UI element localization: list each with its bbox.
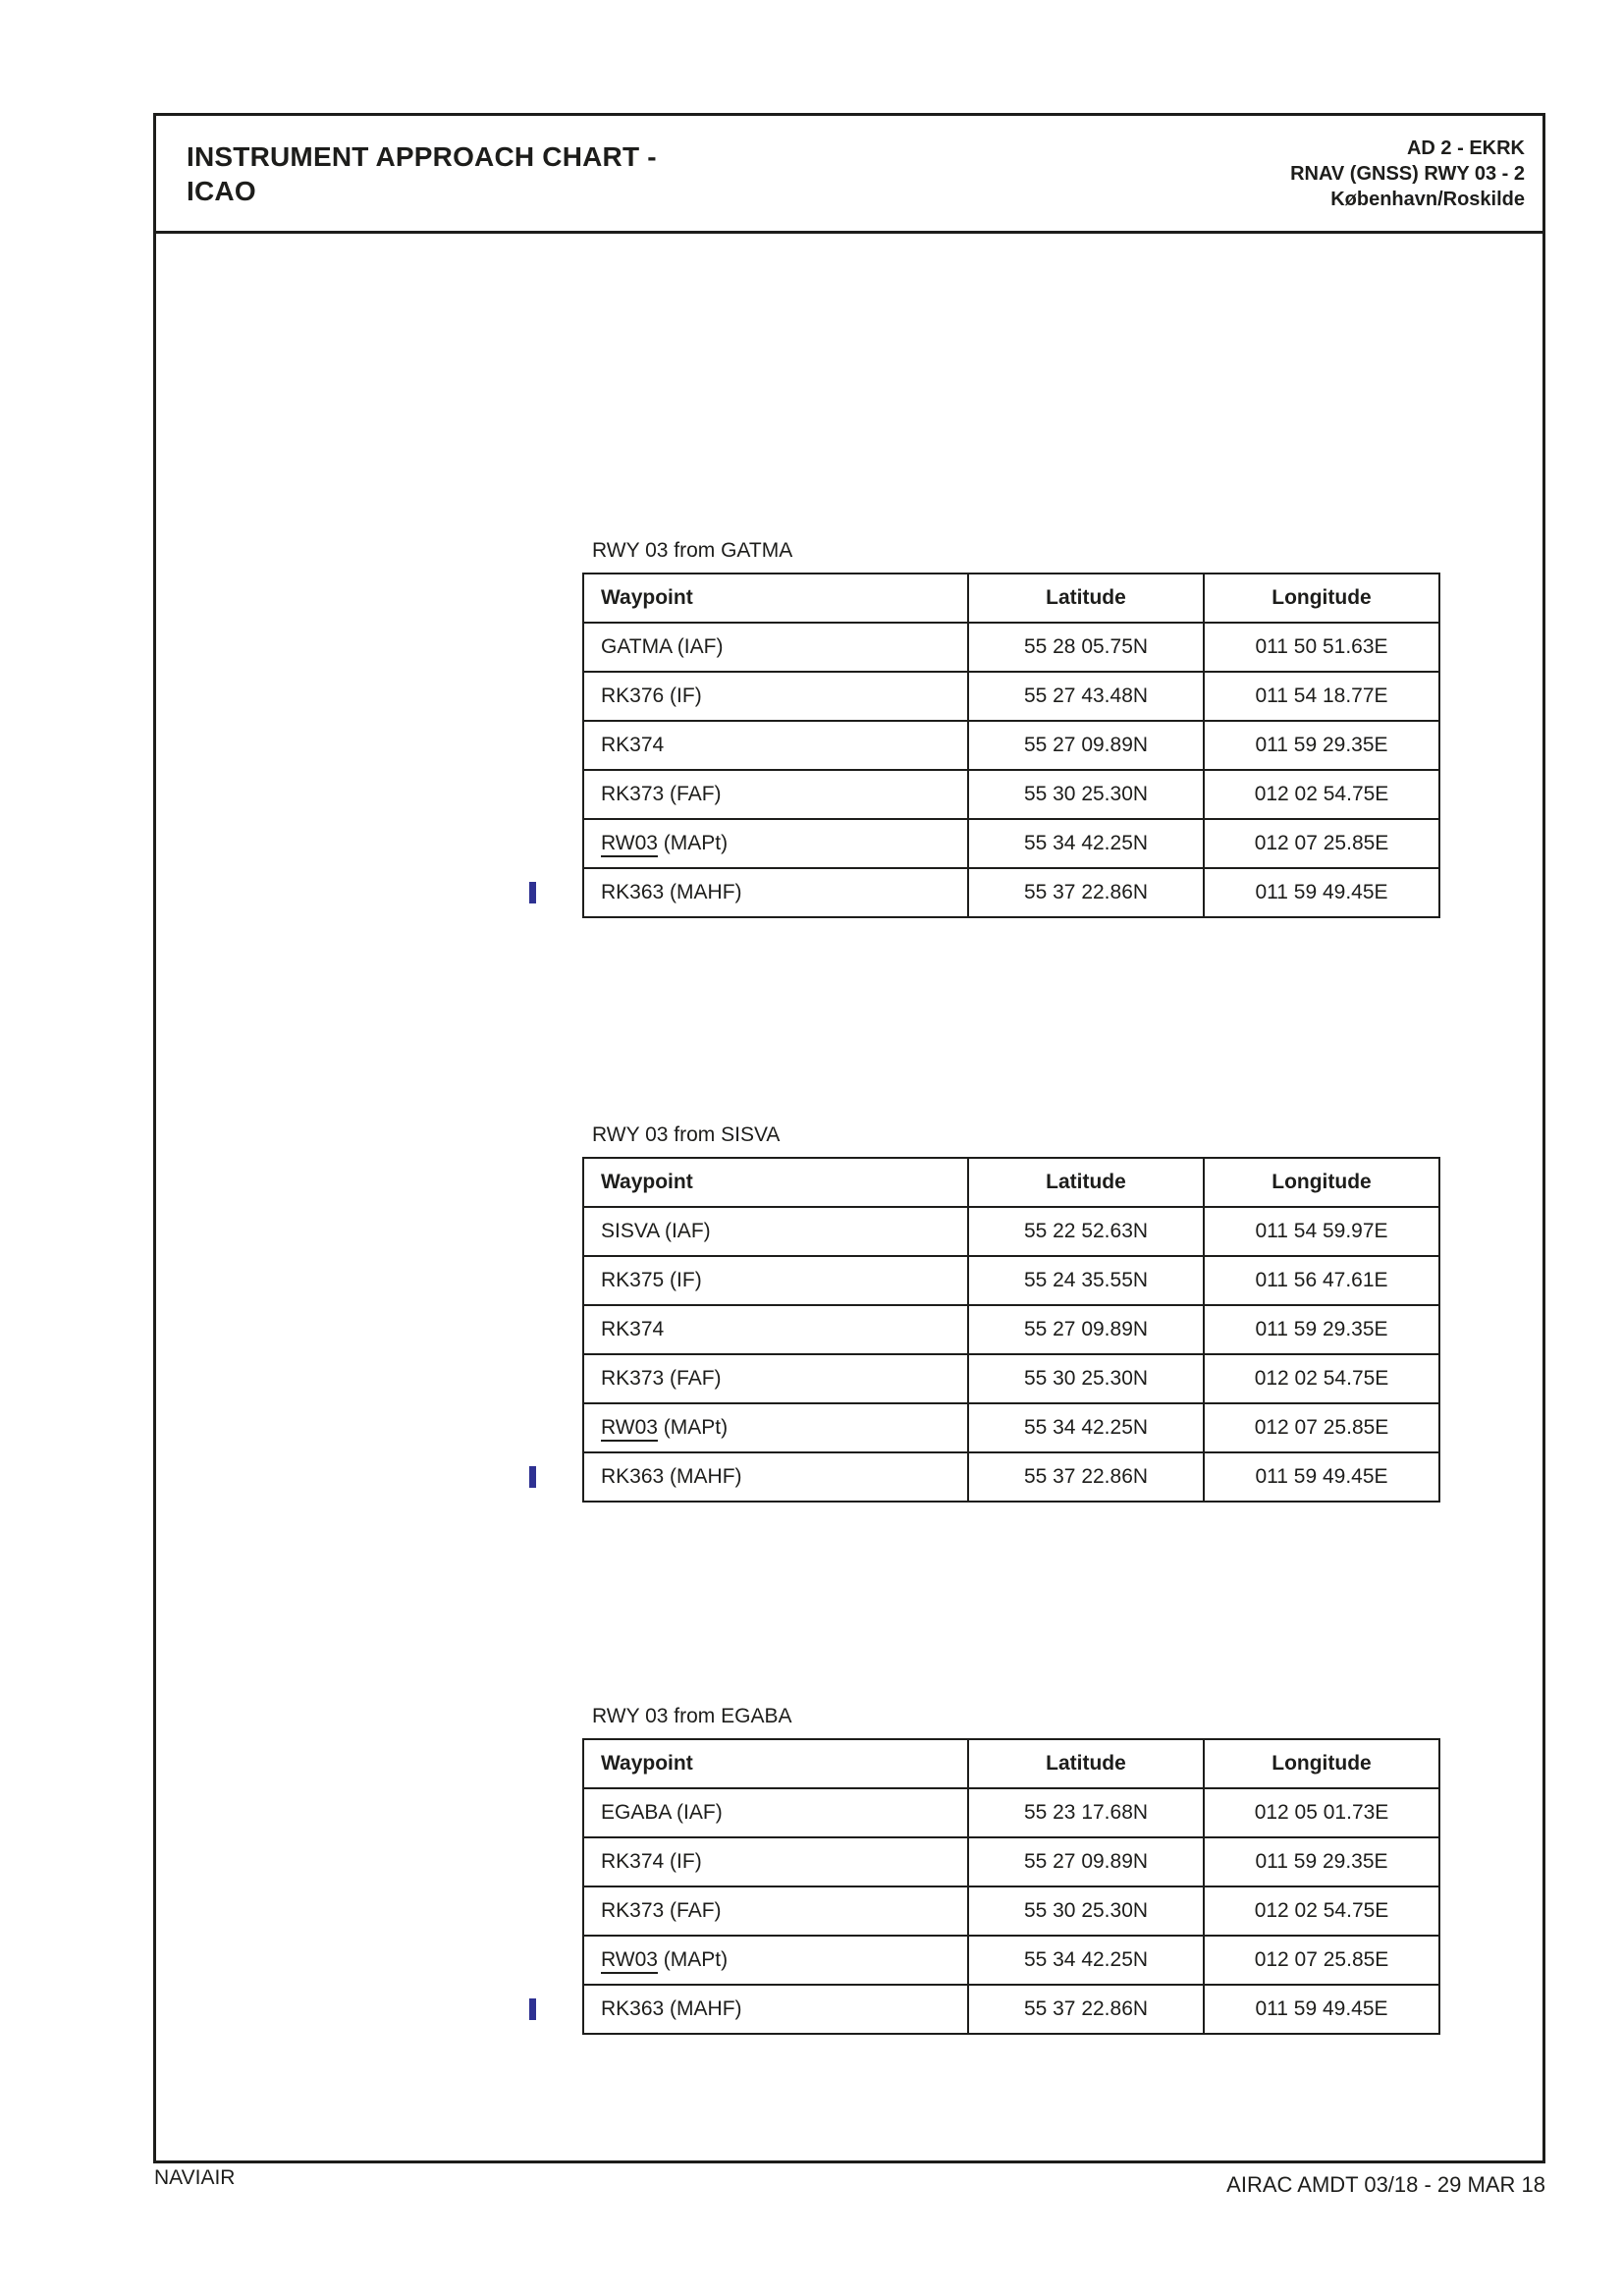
waypoint-table-section bbox=[582, 1704, 1438, 2035]
longitude-cell: 011 59 49.45E bbox=[1204, 868, 1439, 917]
aerodrome-name: København/Roskilde bbox=[1330, 188, 1525, 210]
longitude-cell: 012 02 54.75E bbox=[1204, 1886, 1439, 1936]
latitude-cell: 55 34 42.25N bbox=[968, 1403, 1204, 1452]
waypoint-cell: RK373 (FAF) bbox=[583, 770, 968, 819]
table-caption: RWY 03 from SISVA bbox=[592, 1123, 781, 1146]
waypoint-cell: RK363 (MAHF) bbox=[583, 1985, 968, 2034]
underlined-waypoint-id: RW03 bbox=[601, 832, 658, 854]
underlined-waypoint-id: RW03 bbox=[601, 1948, 658, 1971]
table-row bbox=[583, 1354, 1439, 1403]
latitude-cell: 55 37 22.86N bbox=[968, 1985, 1204, 2034]
table-row bbox=[583, 770, 1439, 819]
column-header-latitude: Latitude bbox=[968, 574, 1204, 623]
table-row bbox=[583, 623, 1439, 672]
waypoint-cell: RW03 (MAPt) bbox=[583, 819, 968, 868]
waypoint-cell: RK374 (IF) bbox=[583, 1837, 968, 1886]
change-bar bbox=[529, 1998, 536, 2020]
table-header-row bbox=[583, 1158, 1439, 1207]
table-row bbox=[583, 1403, 1439, 1452]
page-border-box bbox=[153, 113, 1545, 2163]
waypoint-cell: RK374 bbox=[583, 1305, 968, 1354]
waypoint-cell: GATMA (IAF) bbox=[583, 623, 968, 672]
latitude-cell: 55 27 09.89N bbox=[968, 1305, 1204, 1354]
longitude-cell: 011 54 59.97E bbox=[1204, 1207, 1439, 1256]
longitude-cell: 011 56 47.61E bbox=[1204, 1256, 1439, 1305]
waypoint-cell: SISVA (IAF) bbox=[583, 1207, 968, 1256]
underlined-waypoint-id: RW03 bbox=[601, 1416, 658, 1439]
column-header-longitude: Longitude bbox=[1204, 1739, 1439, 1788]
longitude-cell: 011 54 18.77E bbox=[1204, 672, 1439, 721]
table-row bbox=[583, 1452, 1439, 1502]
latitude-cell: 55 27 09.89N bbox=[968, 1837, 1204, 1886]
latitude-cell: 55 34 42.25N bbox=[968, 819, 1204, 868]
table-row bbox=[583, 1256, 1439, 1305]
table-header-row bbox=[583, 574, 1439, 623]
longitude-cell: 012 07 25.85E bbox=[1204, 819, 1439, 868]
column-header-waypoint: Waypoint bbox=[583, 574, 968, 623]
table-caption: RWY 03 from GATMA bbox=[592, 539, 793, 562]
table-row bbox=[583, 1985, 1439, 2034]
longitude-cell: 012 07 25.85E bbox=[1204, 1403, 1439, 1452]
latitude-cell: 55 37 22.86N bbox=[968, 868, 1204, 917]
table-row bbox=[583, 1788, 1439, 1837]
table-caption: RWY 03 from EGABA bbox=[592, 1705, 792, 1727]
chart-title-line2: ICAO bbox=[187, 175, 256, 206]
table-row bbox=[583, 1936, 1439, 1985]
column-header-longitude: Longitude bbox=[1204, 574, 1439, 623]
longitude-cell: 012 02 54.75E bbox=[1204, 770, 1439, 819]
longitude-cell: 011 59 49.45E bbox=[1204, 1452, 1439, 1502]
table-row bbox=[583, 1207, 1439, 1256]
waypoint-table-section bbox=[582, 538, 1438, 918]
latitude-cell: 55 37 22.86N bbox=[968, 1452, 1204, 1502]
longitude-cell: 012 02 54.75E bbox=[1204, 1354, 1439, 1403]
column-header-waypoint: Waypoint bbox=[583, 1739, 968, 1788]
table-row bbox=[583, 721, 1439, 770]
waypoint-cell: RW03 (MAPt) bbox=[583, 1403, 968, 1452]
table-row bbox=[583, 868, 1439, 917]
table-row bbox=[583, 1305, 1439, 1354]
chart-reference-block bbox=[1290, 136, 1542, 212]
waypoint-cell: RW03 (MAPt) bbox=[583, 1936, 968, 1985]
waypoint-cell: RK376 (IF) bbox=[583, 672, 968, 721]
column-header-waypoint: Waypoint bbox=[583, 1158, 968, 1207]
longitude-cell: 012 07 25.85E bbox=[1204, 1936, 1439, 1985]
change-bar bbox=[529, 882, 536, 903]
longitude-cell: 011 50 51.63E bbox=[1204, 623, 1439, 672]
chart-title bbox=[156, 139, 657, 208]
waypoint-cell: RK375 (IF) bbox=[583, 1256, 968, 1305]
ad-reference: AD 2 - EKRK bbox=[1406, 137, 1525, 159]
chart-header bbox=[156, 116, 1542, 234]
latitude-cell: 55 28 05.75N bbox=[968, 623, 1204, 672]
table-row bbox=[583, 819, 1439, 868]
latitude-cell: 55 30 25.30N bbox=[968, 1886, 1204, 1936]
waypoint-cell: EGABA (IAF) bbox=[583, 1788, 968, 1837]
latitude-cell: 55 27 09.89N bbox=[968, 721, 1204, 770]
longitude-cell: 011 59 29.35E bbox=[1204, 721, 1439, 770]
table-row bbox=[583, 1886, 1439, 1936]
airac-amendment-label: AIRAC AMDT 03/18 - 29 MAR 18 bbox=[1226, 2172, 1545, 2197]
column-header-latitude: Latitude bbox=[968, 1739, 1204, 1788]
change-bar bbox=[529, 1466, 536, 1488]
latitude-cell: 55 30 25.30N bbox=[968, 770, 1204, 819]
publisher-label: NAVIAIR bbox=[154, 2166, 236, 2189]
column-header-latitude: Latitude bbox=[968, 1158, 1204, 1207]
procedure-title: RNAV (GNSS) RWY 03 - 2 bbox=[1290, 162, 1525, 185]
waypoint-table bbox=[582, 1738, 1440, 2035]
chart-title-line1: INSTRUMENT APPROACH CHART - bbox=[187, 140, 657, 172]
table-row bbox=[583, 1837, 1439, 1886]
latitude-cell: 55 23 17.68N bbox=[968, 1788, 1204, 1837]
longitude-cell: 011 59 29.35E bbox=[1204, 1305, 1439, 1354]
waypoint-cell: RK373 (FAF) bbox=[583, 1354, 968, 1403]
waypoint-cell: RK363 (MAHF) bbox=[583, 1452, 968, 1502]
latitude-cell: 55 30 25.30N bbox=[968, 1354, 1204, 1403]
column-header-longitude: Longitude bbox=[1204, 1158, 1439, 1207]
latitude-cell: 55 27 43.48N bbox=[968, 672, 1204, 721]
longitude-cell: 011 59 29.35E bbox=[1204, 1837, 1439, 1886]
latitude-cell: 55 22 52.63N bbox=[968, 1207, 1204, 1256]
waypoint-table-section bbox=[582, 1122, 1438, 1503]
waypoint-table bbox=[582, 1157, 1440, 1503]
latitude-cell: 55 34 42.25N bbox=[968, 1936, 1204, 1985]
waypoint-table bbox=[582, 573, 1440, 918]
longitude-cell: 012 05 01.73E bbox=[1204, 1788, 1439, 1837]
table-row bbox=[583, 672, 1439, 721]
longitude-cell: 011 59 49.45E bbox=[1204, 1985, 1439, 2034]
waypoint-cell: RK374 bbox=[583, 721, 968, 770]
latitude-cell: 55 24 35.55N bbox=[968, 1256, 1204, 1305]
table-header-row bbox=[583, 1739, 1439, 1788]
waypoint-cell: RK363 (MAHF) bbox=[583, 868, 968, 917]
waypoint-cell: RK373 (FAF) bbox=[583, 1886, 968, 1936]
